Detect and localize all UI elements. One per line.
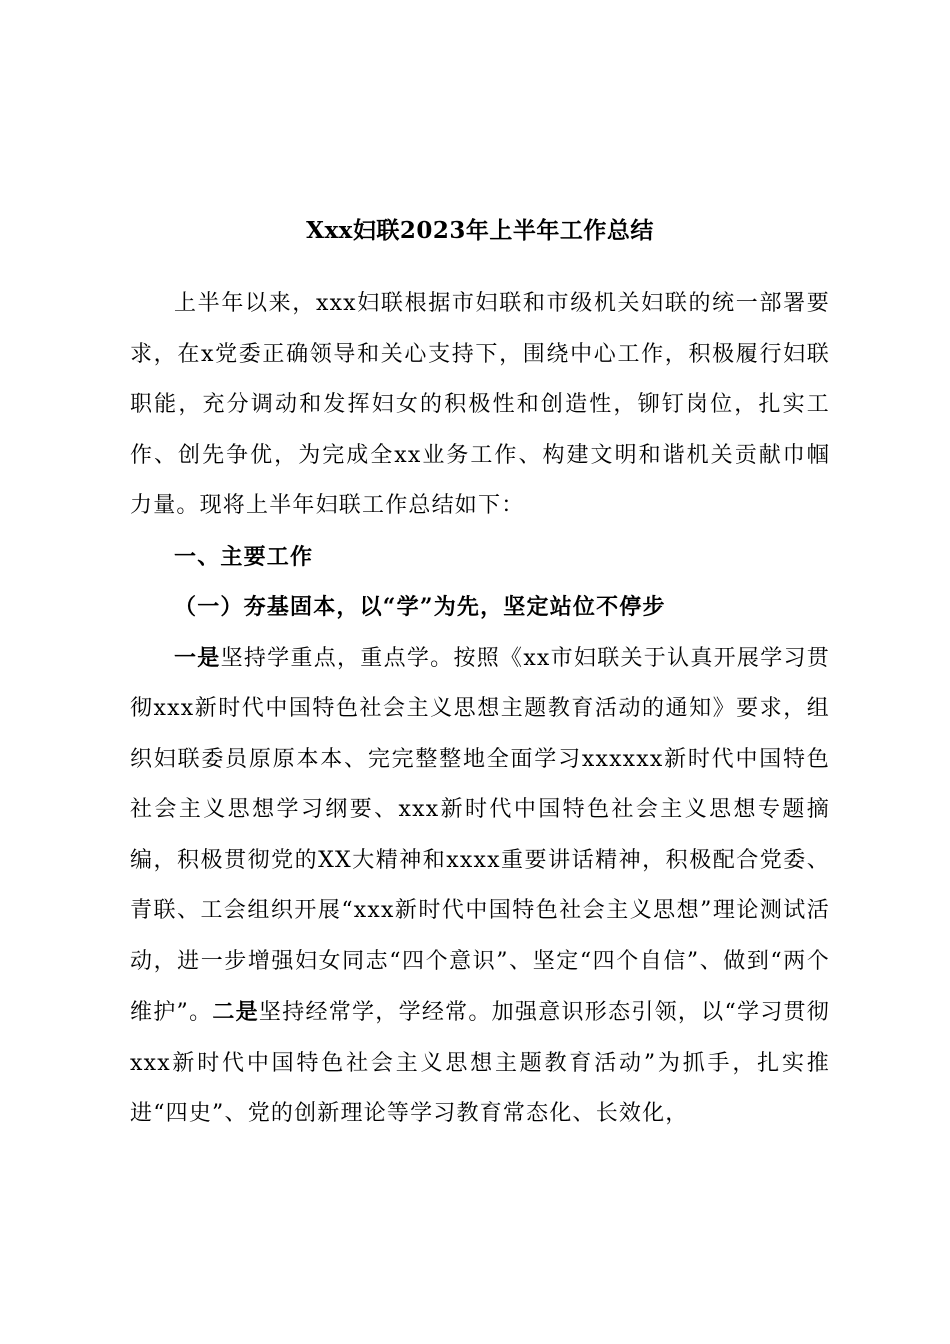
point-1-text: 坚持学重点，重点学。按照《xx市妇联关于认真开展学习贯彻xxx新时代中国特色社会主义思想主题教育活动的通知》要求，组织妇联委员原原本本、完完整整地全面学习xxxxxx新时代中国特色社会主义思想学习纲要、xxx新时代中国特色社会主义思想专题摘编，积极贯彻党的XX大精神和xxxx重要讲话精神，积极配合党委、青联、工会组织开展“xxx新时代中国特色社会主义思想”理论测试活动，进一步增强妇女同志“四个意识”、坚定“四个自信”、做到“两个维护”。: [130, 645, 830, 1025]
intro-paragraph: 上半年以来，xxx妇联根据市妇联和市级机关妇联的统一部署要求，在x党委正确领导和关心支持下，围绕中心工作，积极履行妇联职能，充分调动和发挥妇女的积极性和创造性，铆钉岗位，扎实工作、创先争优，为完成全xx业务工作、构建文明和谐机关贡献巾帼力量。现将上半年妇联工作总结如下：: [130, 291, 830, 518]
point-2-lead: 二是: [212, 999, 259, 1025]
document-title: Xxx妇联2023年上半年工作总结: [306, 217, 654, 244]
point-1-lead: 一是: [174, 644, 221, 671]
subsection-heading-1: （一）夯基固本，以“学”为先，坚定站位不停步: [174, 594, 666, 620]
section-heading-main-work: 一、主要工作: [174, 543, 314, 570]
point-2-text: 坚持经常学，学经常。加强意识形态引领，以“学习贯彻xxx新时代中国特色社会主义思想主题教育活动”为抓手，扎实推进“四史”、党的创新理论等学习教育常态化、长效化，: [130, 1000, 830, 1126]
document-body: [130, 214, 830, 1140]
paragraph-point-1: [130, 633, 830, 1140]
